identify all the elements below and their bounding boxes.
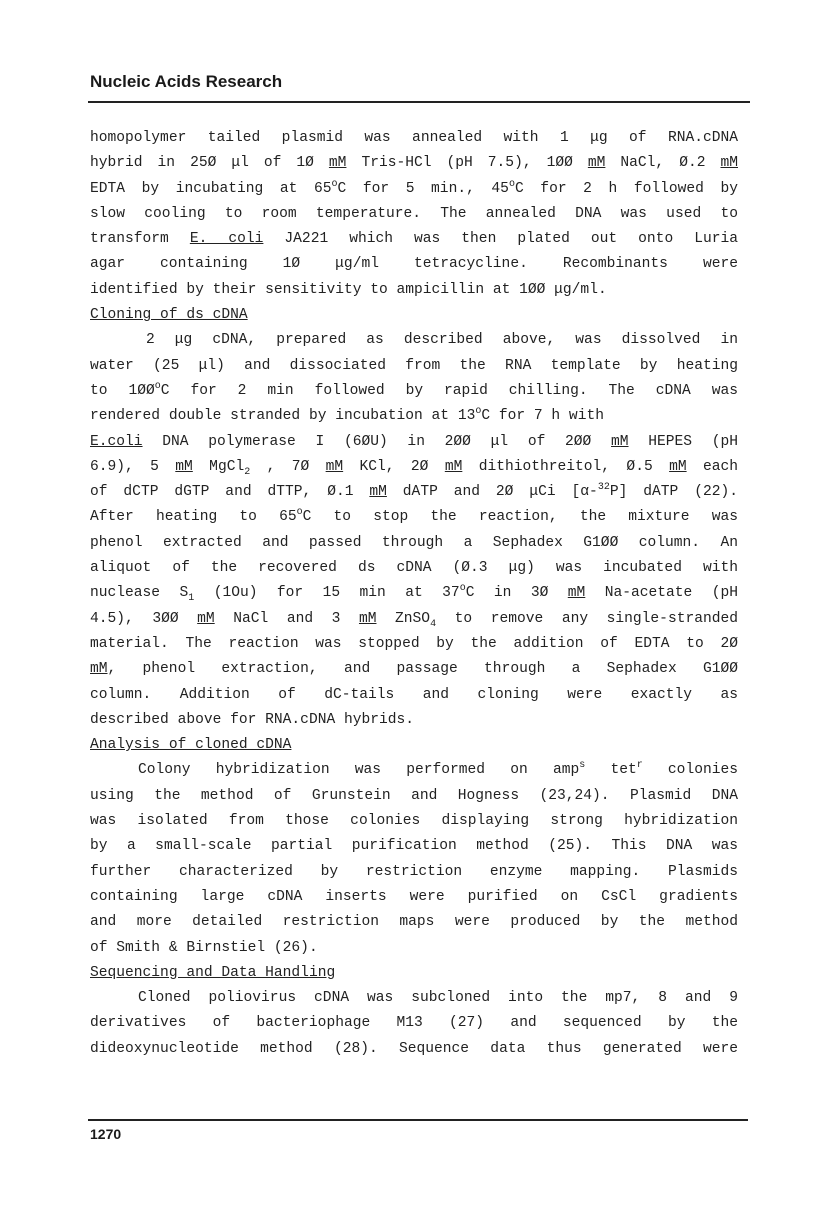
text-line: identified by their sensitivity to ampicillin at 1ØØ μg/ml. bbox=[90, 281, 607, 298]
page-number: 1270 bbox=[90, 1126, 122, 1142]
text-line: containing large cDNA inserts were purified on CsCl gradients bbox=[90, 888, 738, 905]
text-line: material. The reaction was stopped by the addition of EDTA to 2Ø bbox=[90, 635, 738, 652]
text-line: water (25 μl) and dissociated from the RNA template by heating bbox=[90, 357, 738, 374]
text-line: and more detailed restriction maps were produced by the method bbox=[90, 914, 738, 931]
text-line: described above for RNA.cDNA hybrids. bbox=[90, 711, 415, 728]
section-heading-cloning: Cloning of ds cDNA bbox=[90, 307, 248, 324]
footer-rule bbox=[88, 1119, 748, 1121]
section-heading-analysis: Analysis of cloned cDNA bbox=[90, 737, 292, 754]
text-line: derivatives of bacteriophage M13 (27) and sequenced by the bbox=[90, 1015, 738, 1032]
text-line: 6.9), 5 mM MgCl$_2$ , 7Ø mM KCl, 2Ø mM dithiothreitol, Ø.5 mM each bbox=[90, 458, 739, 478]
text-line: further characterized by restriction enzyme mapping. Plasmids bbox=[90, 863, 738, 880]
text-line: After heating to 65$^o$C to stop the reaction, the mixture was bbox=[90, 507, 738, 526]
text-line: to $1ØØ^oC$ for 2 min followed by rapid chilling. The cDNA was bbox=[90, 381, 738, 399]
text-line: 2 μg cDNA, prepared as described above, was dissolved in bbox=[146, 332, 738, 349]
text-line: EDTA by incubating at 65$^o$C for 5 min., 45$^o$C for 2 h followed by bbox=[90, 178, 739, 197]
text-line: agar containing 1Ø μg/ml tetracycline. Recombinants were bbox=[90, 256, 738, 273]
text-line: transform E. coli JA221 which was then plated out onto Luria bbox=[90, 231, 738, 248]
text-line: of Smith & Birnstiel (26). bbox=[90, 939, 318, 956]
text-line: homopolymer tailed plasmid was annealed with 1 μg of RNA.cDNA bbox=[90, 130, 738, 146]
section-heading-sequencing: Sequencing and Data Handling bbox=[90, 964, 336, 981]
text-line: mM, phenol extraction, and passage through a Sephadex G1ØØ bbox=[90, 661, 738, 678]
text-line: slow cooling to room temperature. The annealed DNA was used to bbox=[90, 205, 738, 222]
text-line: E.coli DNA polymerase I (6ØU) in 2ØØ μl of 2ØØ mM HEPES (pH bbox=[90, 433, 738, 450]
text-line: column. Addition of dC-tails and cloning were exactly as bbox=[90, 686, 738, 703]
text-line: dideoxynucleotide method (28). Sequence data thus generated were bbox=[90, 1040, 738, 1057]
text-line: Cloned poliovirus cDNA was subcloned into the mp7, 8 and 9 bbox=[138, 990, 738, 1007]
text-line: was isolated from those colonies displaying strong hybridization bbox=[90, 813, 738, 830]
text-line: Colony hybridization was performed on amp$^s$ tet$^r$ colonies bbox=[138, 760, 738, 779]
article-body bbox=[90, 126, 738, 1062]
text-line: 4.5), 3ØØ mM NaCl and 3 mM ZnSO$_4$ to remove any single-stranded bbox=[90, 610, 739, 630]
text-line: nuclease $S_1$ (1Ou) for 15 min at 37$^o$C in 3Ø mM Na-acetate (pH bbox=[90, 583, 738, 605]
header-rule bbox=[88, 101, 750, 103]
text-line: aliquot of the recovered ds cDNA (Ø.3 μg) was incubated with bbox=[90, 560, 738, 577]
text-line: by a small-scale partial purification method (25). This DNA was bbox=[90, 838, 738, 855]
text-line: hybrid in 25Ø μl of 1Ø mM Tris-HCl (pH 7.5), 1ØØ mM NaCl, Ø.2 mM bbox=[90, 155, 738, 172]
text-line: rendered double stranded by incubation at 13$^o$C for 7 h with bbox=[90, 406, 604, 425]
text-line: of dCTP dGTP and dTTP, Ø.1 mM dATP and 2Ø μCi [α-$^{32}$P] dATP (22). bbox=[90, 482, 738, 501]
text-line: using the method of Grunstein and Hogness (23,24). Plasmid DNA bbox=[90, 787, 738, 804]
text-line: phenol extracted and passed through a Sephadex G1ØØ column. An bbox=[90, 534, 738, 551]
journal-title: Nucleic Acids Research bbox=[90, 72, 283, 91]
